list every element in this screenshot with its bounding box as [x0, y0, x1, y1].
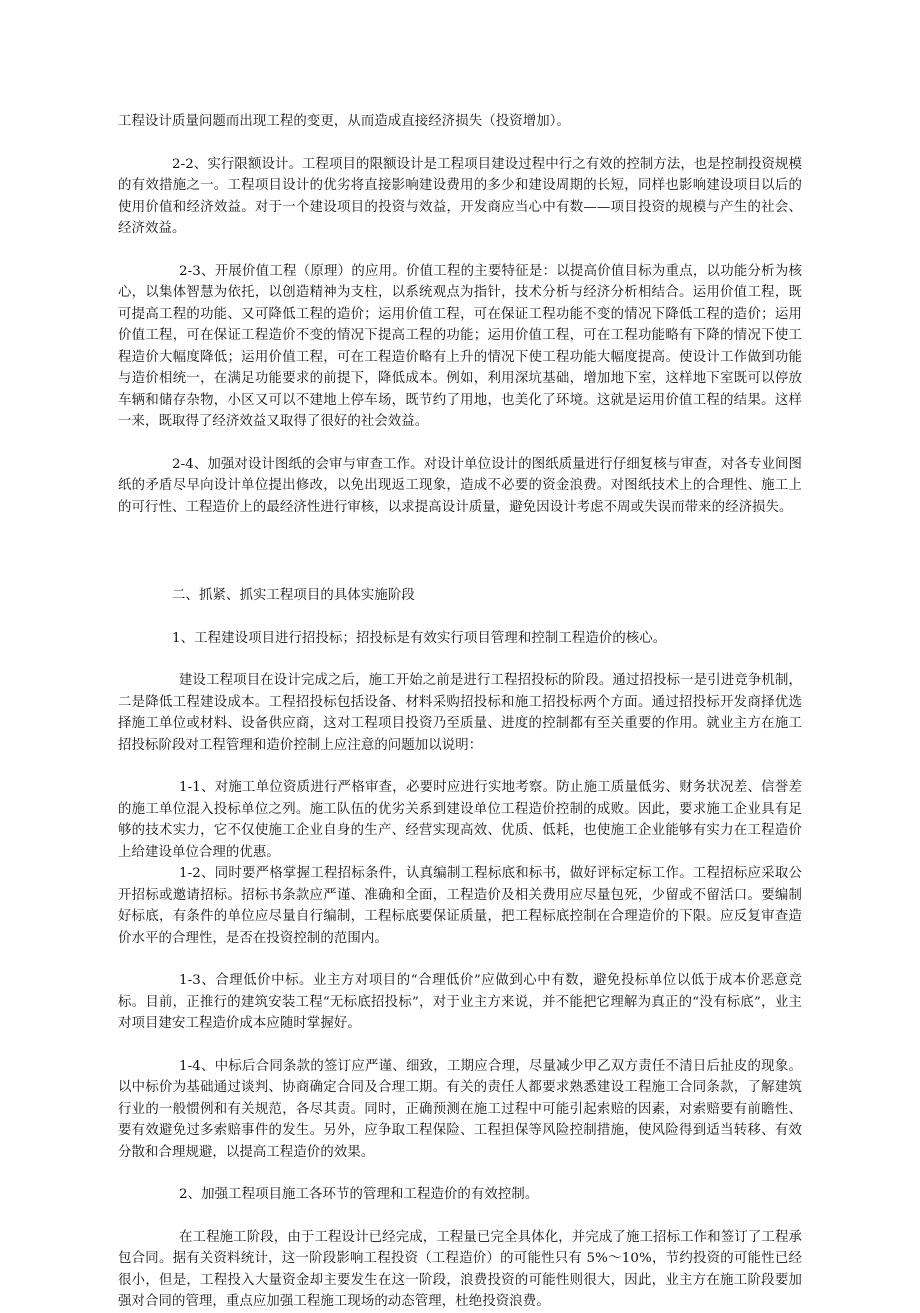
paragraph-2-2-quota-design: 2-2、实行限额设计。工程项目的限额设计是工程项目建设过程中行之有效的控制方法，也是控制投资规模的有效措施之一。工程项目设计的优劣将直接影响建设费用的多少和建设周期的长短，同样也影响建设项目以后的使用价值和经济效益。对于一个建设项目的投资与效益，开发商应当心中有数——项目投资的规模与产生的社会、经济效益。: [118, 156, 802, 236]
paragraph-construction-stage: 在工程施工阶段，由于工程设计已经完成，工程量已完全具体化，并完成了施工招标工作和签订了工程承包合同。据有关资料统计，这一阶段影响工程投资（工程造价）的可能性只有 5%～10%，节约投资的可能性已经很小，但是，工程投入大量资金却主要发生在这一阶段，浪费投资的可能性则很大，因此，业主方在施工阶段要加强对合同的管理，重点应加强工程施工现场的动态管理，杜绝投资浪费。: [118, 1229, 802, 1309]
paragraph-1-1-qualification-review: 1-1、对施工单位资质进行严格审查，必要时应进行实地考察。防止施工质量低劣、财务状况差、信誉差的施工单位混入投标单位之列。施工队伍的优劣关系到建设单位工程造价控制的成败。因此，要求施工企业具有足够的技术实力，它不仅使施工企业自身的生产、经营实现高效、优质、低耗，也使施工企业能够有实力在工程造价上给建设单位合理的优惠。: [118, 780, 802, 860]
paragraph-1-3-reasonable-low-bid: 1-3、合理低价中标。业主方对项目的“合理低价”应做到心中有数，避免投标单位以低于成本价恶意竞标。目前，正推行的建筑安装工程“无标底招投标”，对于业主方来说，并不能把它理解为真正的“没有标底”，业主对项目建安工程造价成本应随时掌握好。: [118, 973, 802, 1031]
paragraph-2-4-drawing-review: 2-4、加强对设计图纸的会审与审查工作。对设计单位设计的图纸质量进行仔细复核与审查，对各专业间图纸的矛盾尽早向设计单位提出修改，以免出现返工现象，造成不必要的资金浪费。对图纸技术上的合理性、施工上的可行性、工程造价上的最经济性进行审核，以求提高设计质量，避免因设计考虑不周或失误而带来的经济损失。: [118, 456, 802, 515]
document-page: [118, 111, 802, 1313]
paragraph-2-construction-management: 2、加强工程项目施工各环节的管理和工程造价的有效控制。: [179, 1187, 539, 1202]
paragraph-1-4-contract-terms: 1-4、中标后合同条款的签订应严谨、细致，工期应合理，尽量减少甲乙双方责任不清日后扯皮的现象。以中标价为基础通过谈判、协商确定合同及合理工期。有关的责任人都要求熟悉建设工程施工合同条款，了解建筑行业的一般惯例和有关规范，各尽其责。同时，正确预测在施工过程中可能引起索赔的因素，对索赔要有前瞻性、要有效避免过多索赔事件的发生。另外，应争取工程保险、工程担保等风险控制措施，使风险得到适当转移、有效分散和合理规避，以提高工程造价的效果。: [118, 1058, 802, 1160]
paragraph-1-bidding: 1、工程建设项目进行招投标；招投标是有效实行项目管理和控制工程造价的核心。: [172, 630, 667, 646]
paragraph-design-quality-loss: 工程设计质量问题而出现工程的变更，从而造成直接经济损失（投资增加）。: [118, 114, 570, 129]
paragraph-2-3-value-engineering: 2-3、开展价值工程（原理）的应用。价值工程的主要特征是：以提高价值目标为重点，以功能分析为核心，以集体智慧为依托，以创造精神为支柱，以系统观点为指针，技术分析与经济分析相结合。运用价值工程，既可提高工程的功能、又可降低工程的造价；运用价值工程，可在保证工程功能不变的情况下降低工程的造价；运用价值工程，可在保证工程造价不变的情况下提高工程的功能；运用价值工程，可在工程功能略有下降的情况下使工程造价大幅度降低；运用价值工程，可在工程造价略有上升的情况下使工程功能大幅度提高。使设计工作做到功能与造价相统一，在满足功能要求的前提下，降低成本。例如，利用深坑基础，增加地下室，这样地下室既可以停放车辆和储存杂物，小区又可以不建地上停车场，既节约了用地，也美化了环境。这就是运用价值工程的结果。这样一来，既取得了经济效益又取得了很好的社会效益。: [118, 263, 802, 429]
paragraph-bidding-stage: 建设工程项目在设计完成之后，施工开始之前是进行工程招投标的阶段。通过招投标一是引进竞争机制，二是降低工程建设成本。工程招投标包括设备、材料采购招投标和施工招投标两个方面。通过招投标开发商择优选择施工单位或材料、设备供应商，这对工程项目投资乃至质量、进度的控制都有至关重要的作用。就业主方在施工招投标阶段对工程管理和造价控制上应注意的问题加以说明：: [118, 673, 802, 753]
paragraph-1-2-tender-conditions: 1-2、同时要严格掌握工程招标条件，认真编制工程标底和标书，做好评标定标工作。工程招标应采取公开招标或邀请招标。招标书条款应严谨、准确和全面，工程造价及相关费用应尽量包死，少留或不留活口。要编制好标底，有条件的单位应尽量自行编制，工程标底要保证质量，把工程标底控制在合理造价的下限。应反复审查造价水平的合理性，是否在投资控制的范围内。: [118, 866, 802, 946]
section-heading-implementation-stage: 二、抓紧、抓实工程项目的具体实施阶段: [172, 588, 415, 603]
